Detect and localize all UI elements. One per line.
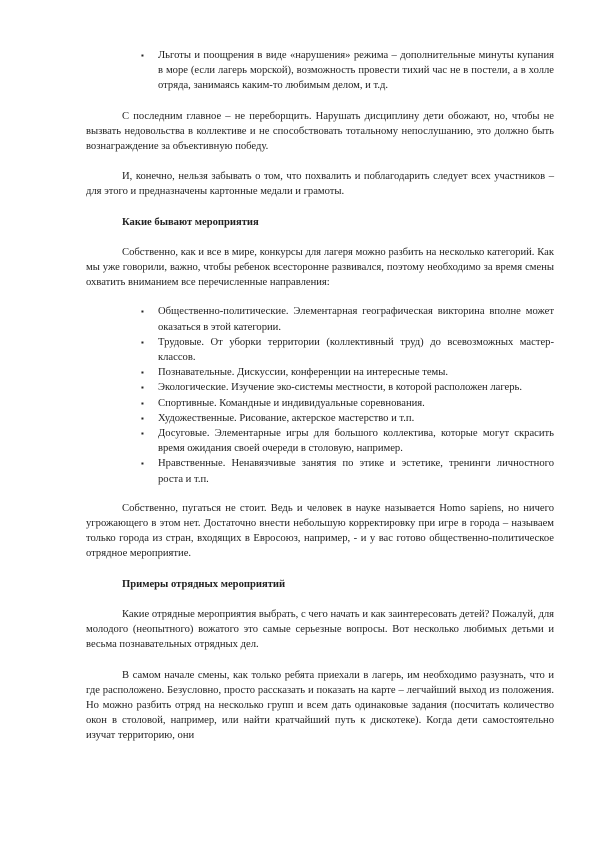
- list-item-text: Нравственные. Ненавязчивые занятия по этике и эстетике, тренинги личностного роста и т.п.: [158, 458, 554, 485]
- list-item: [141, 411, 554, 426]
- list-item: [141, 335, 554, 365]
- list-item-text: Досуговые. Элементарные игры для большого коллектива, которые могут скрасить время ожидания своей очереди в столовую, например.: [158, 428, 554, 455]
- list-item-text: Экологические. Изучение эко-системы местности, в которой расположен лагерь.: [158, 382, 523, 394]
- bullet-icon: ▪: [141, 307, 144, 317]
- section-heading-events: Какие бывают мероприятия: [122, 216, 259, 228]
- list-item-text: Общественно-политические. Элементарная географическая викторина вполне может оказаться в этой категории.: [158, 306, 554, 333]
- paragraph: Собственно, пугаться не стоит. Ведь и человек в науке называется Homo sapiens, но ничего угрожающего в этом нет. Достаточно внести небольшую корректировку при игре в города – называем только города из стран, входящих в Евросоюз, например, - и у вас готово общественно-политическое отрядное мероприятие.: [86, 502, 554, 560]
- rewards-list: [86, 48, 554, 94]
- paragraph: И, конечно, нельзя забывать о том, что похвалить и поблагодарить следует всех участников – для этого и предназначены картонные медали и грамоты.: [86, 171, 554, 198]
- paragraph: С последним главное – не переборщить. Нарушать дисциплину дети обожают, но, чтобы не вызвать недовольства в коллективе и не способствовать тотальному непослушанию, это должно быть вознаграждение за объективную победу.: [86, 110, 554, 153]
- list-item: [141, 365, 554, 380]
- paragraph: Собственно, как и все в мире, конкурсы для лагеря можно разбить на несколько категорий. Как мы уже говорили, важно, чтобы ребенок всесторонне развивался, поэтому необходимо за время смены охватить вниманием все перечисленные направления:: [86, 246, 554, 289]
- list-item-text: Трудовые. От уборки территории (коллективный труд) до всевозможных мастер-классов.: [158, 336, 554, 364]
- bullet-icon: ▪: [141, 413, 144, 423]
- bullet-icon: ▪: [141, 383, 144, 393]
- list-item: [141, 304, 554, 334]
- list-item-text: Льготы и поощрения в виде «нарушения» режима – дополнительные минуты купания в море (если лагерь морской), возможность провести тихий час не в постели, а в холле отряда, занимаясь каким-то любимым делом, и т.д.: [158, 50, 554, 92]
- list-item-text: Спортивные. Командные и индивидуальные соревнования.: [158, 397, 425, 409]
- list-item-text: Художественные. Рисование, актерское мастерство и т.п.: [158, 412, 415, 424]
- document-body: [86, 48, 554, 744]
- list-item-text: Познавательные. Дискуссии, конференции на интересные темы.: [158, 367, 449, 379]
- bullet-icon: ▪: [141, 368, 144, 378]
- bullet-icon: ▪: [141, 337, 144, 347]
- bullet-icon: ▪: [141, 398, 144, 408]
- bullet-icon: ▪: [141, 429, 144, 439]
- list-item: [141, 426, 554, 456]
- list-item: [141, 396, 554, 411]
- section-heading-examples: Примеры отрядных мероприятий: [122, 578, 286, 590]
- bullet-icon: ▪: [141, 51, 144, 60]
- bullet-icon: ▪: [141, 459, 144, 469]
- paragraph: Какие отрядные мероприятия выбрать, с чего начать и как заинтересовать детей? Пожалуй, для молодого (неопытного) вожатого это самые серьезные вопросы. Вот несколько любимых детьми и весьма познавательных отрядных дел.: [86, 608, 554, 651]
- paragraph: В самом начале смены, как только ребята приехали в лагерь, им необходимо разузнать, что и где расположено. Безусловно, просто рассказать и показать на карте – легчайший выход из положения. Но можно разбить отряд на несколько групп и всем дать одинаковые задания (посчитать количество окон в столовой, например, или найти кратчайший путь к дискотеке). Когда дети самостоятельно изучат территорию, они: [86, 669, 554, 742]
- list-item: [141, 380, 554, 395]
- list-item: [141, 48, 554, 94]
- categories-list: [86, 304, 554, 486]
- list-item: [141, 456, 554, 486]
